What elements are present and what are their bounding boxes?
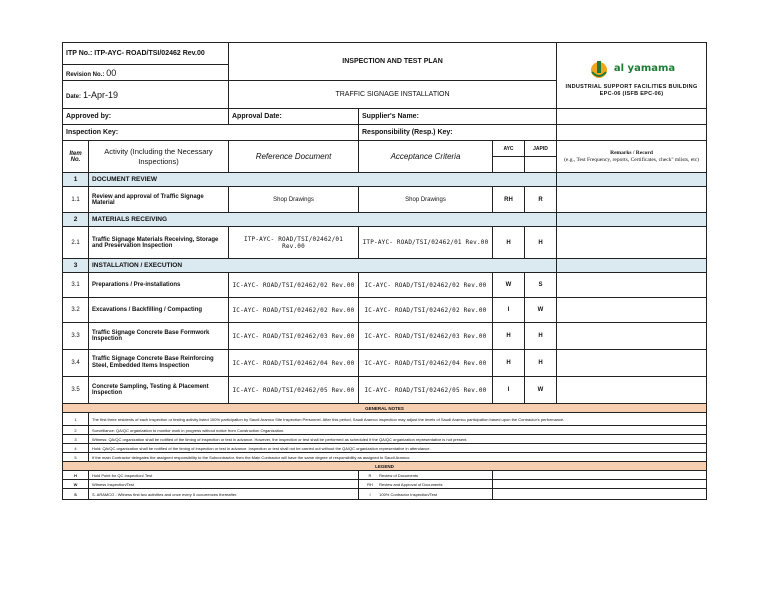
row-reference: IC-AYC- ROAD/TSI/02462/04 Rev.00 — [229, 350, 359, 377]
row-remarks — [557, 350, 707, 377]
row-ayc: I — [493, 377, 525, 404]
table-row — [63, 323, 707, 350]
note-text: Witness: QA/QC organization shall be notified of the timing of inspection or test in advance. However, the inspection or test shall be performed as scheduled if the QA/QC organization representative is not present. — [89, 435, 707, 444]
row-no: 3.4 — [63, 350, 89, 377]
legend-title: LEGEND — [63, 462, 707, 471]
blank-cell — [557, 109, 707, 125]
row-reference: ITP-AYC- ROAD/TSI/02462/01 Rev.00 — [229, 227, 359, 259]
row-ayc: H — [493, 227, 525, 259]
row-japid: R — [525, 187, 557, 213]
itp-sheet — [62, 42, 706, 500]
row-no: 1.1 — [63, 187, 89, 213]
legend-row — [63, 471, 707, 480]
row-remarks — [557, 377, 707, 404]
row-no: 3.3 — [63, 323, 89, 350]
row-no: 2.1 — [63, 227, 89, 259]
row-reference: IC-AYC- ROAD/TSI/02462/02 Rev.00 — [229, 273, 359, 298]
general-notes-title: GENERAL NOTES — [63, 404, 707, 413]
row-activity: Review and approval of Traffic Signage Material — [89, 187, 229, 213]
row-ayc: I — [493, 298, 525, 323]
row-acceptance: IC-AYC- ROAD/TSI/02462/05 Rev.00 — [359, 377, 493, 404]
inspection-key-label: Inspection Key: — [63, 125, 359, 141]
approval-date-label: Approval Date: — [229, 109, 359, 125]
table-row — [63, 187, 707, 213]
row-japid: H — [525, 350, 557, 377]
section-num: 2 — [63, 213, 89, 227]
section-title: MATERIALS RECEIVING — [89, 213, 557, 227]
row-activity: Traffic Signage Concrete Base Reinforcing Steel, Embedded Items Inspection — [89, 350, 229, 377]
company-logo — [560, 54, 703, 84]
note-no: 1 — [63, 413, 89, 426]
row-no: 3.2 — [63, 298, 89, 323]
legend-value: Hold Point for QC Inspection/ Test — [89, 471, 359, 480]
col-japid: JAPID — [525, 141, 557, 157]
legend-value: Review of Documents — [379, 472, 419, 478]
note-text: Surveillance: QA/QC organization to monitor work in progress without notice from Construction Organization. — [89, 426, 707, 435]
legend-blank — [493, 480, 707, 489]
section-row — [63, 213, 707, 227]
note-row — [63, 413, 707, 426]
section-title: INSTALLATION / EXECUTION — [89, 259, 557, 273]
row-acceptance: IC-AYC- ROAD/TSI/02462/03 Rev.00 — [359, 323, 493, 350]
row-japid: S — [525, 273, 557, 298]
row-no: 3.5 — [63, 377, 89, 404]
section-blank — [557, 213, 707, 227]
row-activity: Concrete Sampling, Testing & Placement Inspection — [89, 377, 229, 404]
col-acceptance: Acceptance Criteria — [359, 141, 493, 173]
row-remarks — [557, 187, 707, 213]
row-activity: Excavations / Backfilling / Compacting — [89, 298, 229, 323]
row-acceptance: IC-AYC- ROAD/TSI/02462/02 Rev.00 — [359, 298, 493, 323]
legend-value: Review and Approval of Documents — [379, 481, 443, 487]
note-no: 5 — [63, 453, 89, 462]
table-row — [63, 377, 707, 404]
legend-key: W — [63, 480, 89, 489]
section-title: DOCUMENT REVIEW — [89, 173, 557, 187]
row-remarks — [557, 273, 707, 298]
col-reference: Reference Document — [229, 141, 359, 173]
date-label: Date: — [66, 93, 82, 100]
company-cell — [557, 43, 707, 109]
note-text: If the main Contractor delegates the assigned responsibility to the Subcontractor, then the Main Contractor will have the same degree of responsibility as assigned to Saudi Aramco. — [89, 453, 707, 462]
row-activity: Preparations / Pre-installations — [89, 273, 229, 298]
general-notes-header — [63, 404, 707, 413]
row-remarks — [557, 227, 707, 259]
col-activity: Activity (Including the Necessary Inspections) — [89, 141, 229, 173]
row-japid: H — [525, 227, 557, 259]
note-row — [63, 426, 707, 435]
approved-by-label: Approved by: — [63, 109, 229, 125]
note-row — [63, 435, 707, 444]
table-row — [63, 227, 707, 259]
row-reference: IC-AYC- ROAD/TSI/02462/03 Rev.00 — [229, 323, 359, 350]
itp-no-cell — [63, 43, 229, 65]
itp-no-value: ITP-AYC- ROAD/TSI/02462 Rev.00 — [94, 50, 205, 57]
page-title: INSPECTION AND TEST PLAN — [229, 43, 557, 81]
itp-table — [62, 42, 707, 500]
legend-blank — [493, 471, 707, 480]
logo-text: al yamama — [613, 63, 676, 74]
legend-key: S — [63, 489, 89, 500]
note-row — [63, 453, 707, 462]
responsibility-label: Responsibility (Resp.) Key: — [359, 125, 557, 141]
row-acceptance: IC-AYC- ROAD/TSI/02462/02 Rev.00 — [359, 273, 493, 298]
col-item-no: Item No. — [63, 141, 89, 173]
section-num: 3 — [63, 259, 89, 273]
note-no: 3 — [63, 435, 89, 444]
section-row — [63, 259, 707, 273]
itp-no-label: ITP No.: — [66, 50, 93, 57]
row-japid: H — [525, 323, 557, 350]
row-activity: Traffic Signage Materials Receiving, Storage and Preservation Inspection — [89, 227, 229, 259]
date-cell — [63, 81, 229, 109]
legend-pair — [359, 480, 493, 489]
legend-key: I — [369, 491, 371, 497]
legend-row — [63, 480, 707, 489]
table-row — [63, 350, 707, 377]
row-remarks — [557, 298, 707, 323]
legend-value: Witness Inspection/Test — [89, 480, 359, 489]
japid-blank — [525, 157, 557, 173]
row-japid: W — [525, 377, 557, 404]
row-ayc: RH — [493, 187, 525, 213]
supplier-label: Supplier's Name: — [359, 109, 557, 125]
legend-value: 100% Contractor Inspection/Test — [379, 491, 437, 497]
remarks-subtitle: (e.g., Test Frequency, reports, Certificates, check'' mlists, etc) — [564, 156, 699, 163]
row-remarks — [557, 323, 707, 350]
row-reference: Shop Drawings — [229, 187, 359, 213]
row-reference: IC-AYC- ROAD/TSI/02462/05 Rev.00 — [229, 377, 359, 404]
row-acceptance: Shop Drawings — [359, 187, 493, 213]
legend-key: H — [63, 471, 89, 480]
table-row — [63, 273, 707, 298]
note-text: Hold: QA/QC organization shall be notified of the timing of inspection or test in advance. Inspection or test shall not be carried out without the QA/QC organization representative in attendance. — [89, 444, 707, 453]
note-no: 4 — [63, 444, 89, 453]
ayc-blank — [493, 157, 525, 173]
row-ayc: W — [493, 273, 525, 298]
row-japid: W — [525, 298, 557, 323]
row-ayc: H — [493, 350, 525, 377]
row-reference: IC-AYC- ROAD/TSI/02462/02 Rev.00 — [229, 298, 359, 323]
section-row — [63, 173, 707, 187]
legend-key: RH — [367, 481, 373, 487]
section-blank — [557, 259, 707, 273]
legend-pair — [359, 471, 493, 480]
legend-key: R — [368, 472, 372, 478]
row-ayc: H — [493, 323, 525, 350]
row-acceptance: ITP-AYC- ROAD/TSI/02462/01 Rev.00 — [359, 227, 493, 259]
legend-value: S. ARAMCO - Witness first two activities and once every 5 occurrences thereafter. — [89, 489, 359, 500]
col-ayc: AYC — [493, 141, 525, 157]
remarks-title: Remarks / Record — [610, 149, 653, 156]
legend-header — [63, 462, 707, 471]
table-row — [63, 298, 707, 323]
section-blank — [557, 173, 707, 187]
revision-value: 00 — [106, 67, 117, 78]
col-remarks — [557, 141, 707, 173]
revision-label: Revision No.: — [66, 71, 105, 78]
note-text: The first three residents of each inspection or testing activity listed 100% participation by Saudi Aramco Site Inspection Personnel. After this period, Saudi Aramco inspection may adjust the levels of Saudi Aramco participation based upon the Contractor's performance. — [89, 413, 707, 426]
project-name: INDUSTRIAL SUPPORT FACILITIES BUILDING EPC-06 (ISFB EPC-06) — [565, 83, 698, 97]
yamama-logo-icon — [588, 58, 610, 80]
date-value: 1-Apr-19 — [82, 89, 118, 100]
section-num: 1 — [63, 173, 89, 187]
page-subtitle: TRAFFIC SIGNAGE INSTALLATION — [229, 81, 557, 109]
row-activity: Traffic Signage Concrete Base Formwork Inspection — [89, 323, 229, 350]
legend-blank — [493, 489, 707, 500]
note-no: 2 — [63, 426, 89, 435]
row-acceptance: IC-AYC- ROAD/TSI/02462/04 Rev.00 — [359, 350, 493, 377]
legend-row — [63, 489, 707, 500]
row-no: 3.1 — [63, 273, 89, 298]
legend-pair — [359, 489, 493, 500]
blank-cell — [557, 125, 707, 141]
note-row — [63, 444, 707, 453]
revision-cell — [63, 65, 229, 81]
